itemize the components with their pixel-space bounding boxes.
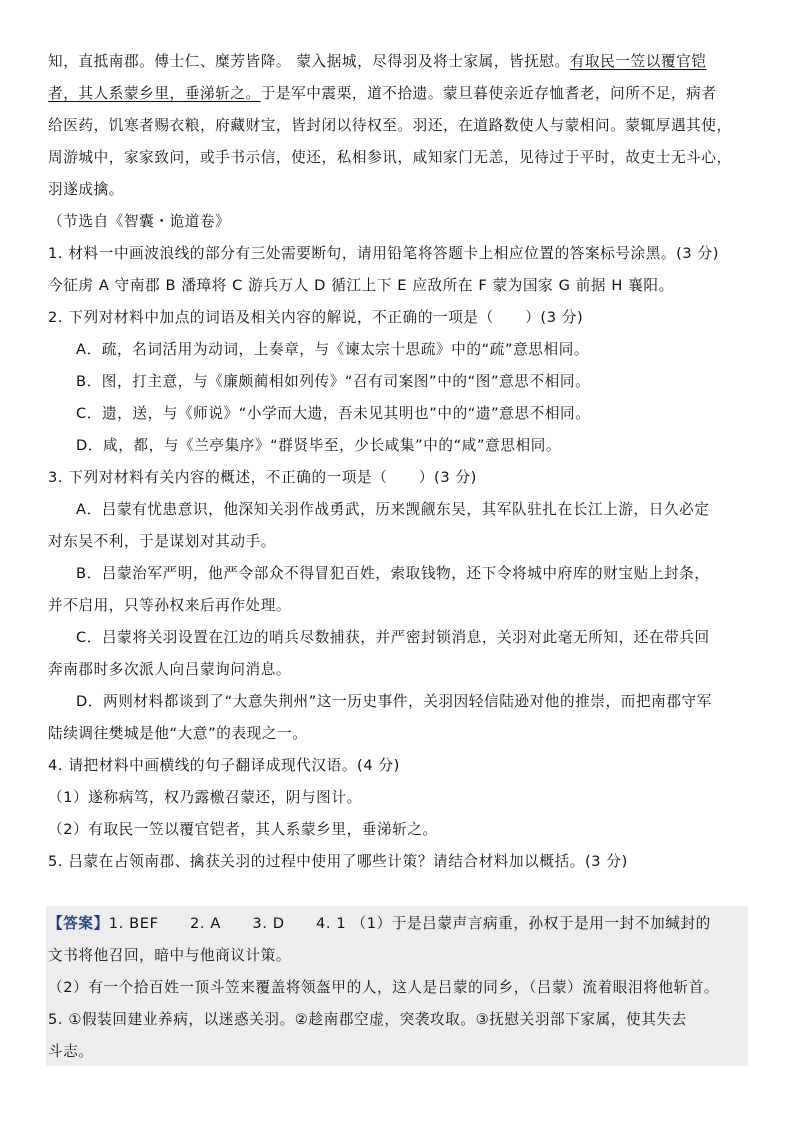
answer-tag: 【答案】 [48, 915, 109, 932]
question-1-text: 今征虏 A 守南郡 B 潘璋将 C 游兵万人 D 循江上下 E 应敌所在 F 蒙为国家 G 前据 H 襄阳。 [48, 277, 674, 294]
question-1-stem: 1. 材料一中画波浪线的部分有三处需要断句，请用铅笔将答题卡上相应位置的答案标号涂黑。(3 分) [48, 245, 720, 262]
question-3-option-d-line-2: 陆续调往樊城是他“大意”的表现之一。 [48, 725, 308, 742]
underlined-sentence-part-1: 有取民一笠以覆官铠 [569, 53, 707, 70]
passage-line-5: 羽遂成擒。 [48, 181, 124, 198]
passage-line-1-plain: 知，直抵南郡。傅士仁、糜芳皆降。 蒙入据城，尽得羽及将士家属，皆抚慰。 [48, 53, 570, 70]
question-2-option-a: A．疏，名词活用为动词，上奏章，与《谏太宗十思疏》中的“疏”意思相同。 [76, 341, 590, 358]
question-3-option-c-line-1: C．吕蒙将关羽设置在江边的哨兵尽数捕获，并严密封锁消息，关羽对此毫无所知，还在带兵回 [76, 629, 710, 646]
passage-line-1 [48, 52, 707, 72]
answer-line-2: 文书将他召回，暗中与他商议计策。 [48, 947, 292, 964]
question-3-option-a-line-2: 对东吴不利，于是谋划对其动手。 [48, 533, 276, 550]
answer-line-4: 5. ①假装回建业养病，以迷惑关羽。②趁南郡空虚，突袭攻取。③抚慰关羽部下家属，使其失去 [48, 1011, 687, 1028]
question-3-option-c-line-2: 奔南郡时多次派人向吕蒙询问消息。 [48, 661, 292, 678]
question-3-option-b-line-1: B．吕蒙治军严明，他严令部众不得冒犯百姓，索取钱物，还下令将城中府库的财宝贴上封条， [76, 565, 710, 582]
question-4-stem: 4. 请把材料中画横线的句子翻译成现代汉语。(4 分) [48, 757, 400, 774]
question-2-option-b: B．图，打主意，与《廉颇蔺相如列传》“召有司案图”中的“图”意思不相同。 [76, 373, 591, 390]
question-2-option-c: C．遗，送，与《师说》“小学而大遗，吾未见其明也”中的“遗”意思不相同。 [76, 405, 591, 422]
question-3-stem: 3. 下列对材料有关内容的概述，不正确的一项是（ ）(3 分) [48, 469, 477, 486]
passage-source: （节选自《智囊・诡道卷》 [48, 213, 231, 230]
passage-line-2-plain: 于是军中震栗，道不拾遗。蒙旦暮使亲近存恤耆老，问所不足，病者 [260, 85, 717, 102]
answer-line-1 [48, 914, 711, 934]
question-4-item-2: （2）有取民一笠以覆官铠者，其人系蒙乡里，垂涕斩之。 [48, 821, 438, 838]
passage-line-2 [48, 84, 717, 104]
answer-line-1-text: 1. BEF 2. A 3. D 4. 1 （1）于是吕蒙声言病重，孙权于是用一封不加缄封的 [108, 915, 711, 932]
question-2-option-d: D．咸，都，与《兰亭集序》“群贤毕至，少长咸集”中的“咸”意思相同。 [76, 437, 562, 454]
answer-line-5: 斗志。 [48, 1043, 94, 1060]
question-2-stem: 2. 下列对材料中加点的词语及相关内容的解说，不正确的一项是（ ）(3 分) [48, 309, 584, 326]
question-3-option-a-line-1: A．吕蒙有忧患意识，他深知关羽作战勇武，历来觊觎东吴，其军队驻扎在长江上游，日久必定 [76, 501, 710, 518]
passage-line-3: 给医药，饥寒者赐衣粮，府藏财宝，皆封闭以待权至。羽还，在道路数使人与蒙相问。蒙辄厚遇其使， [48, 117, 732, 134]
question-4-item-1: （1）遂称病笃，权乃露檄召蒙还，阴与图计。 [48, 789, 362, 806]
question-3-option-b-line-2: 并不启用，只等孙权来后再作处理。 [48, 597, 292, 614]
passage-line-4: 周游城中，家家致问，或手书示信，使还，私相参讯，咸知家门无恙，见待过于平时，故吏士无斗心， [48, 149, 732, 166]
question-3-option-d-line-1: D．两则材料都谈到了“大意失荆州”这一历史事件，关羽因轻信陆逊对他的推崇，而把南郡守军 [76, 693, 712, 710]
question-5-stem: 5. 吕蒙在占领南郡、擒获关羽的过程中使用了哪些计策？请结合材料加以概括。(3 分) [48, 853, 628, 870]
answer-line-3: （2）有一个拾百姓一顶斗笠来覆盖将领盔甲的人，这人是吕蒙的同乡，（吕蒙）流着眼泪将他斩首。 [48, 979, 720, 996]
underlined-sentence-part-2: 者，其人系蒙乡里，垂涕斩之。 [48, 85, 261, 102]
